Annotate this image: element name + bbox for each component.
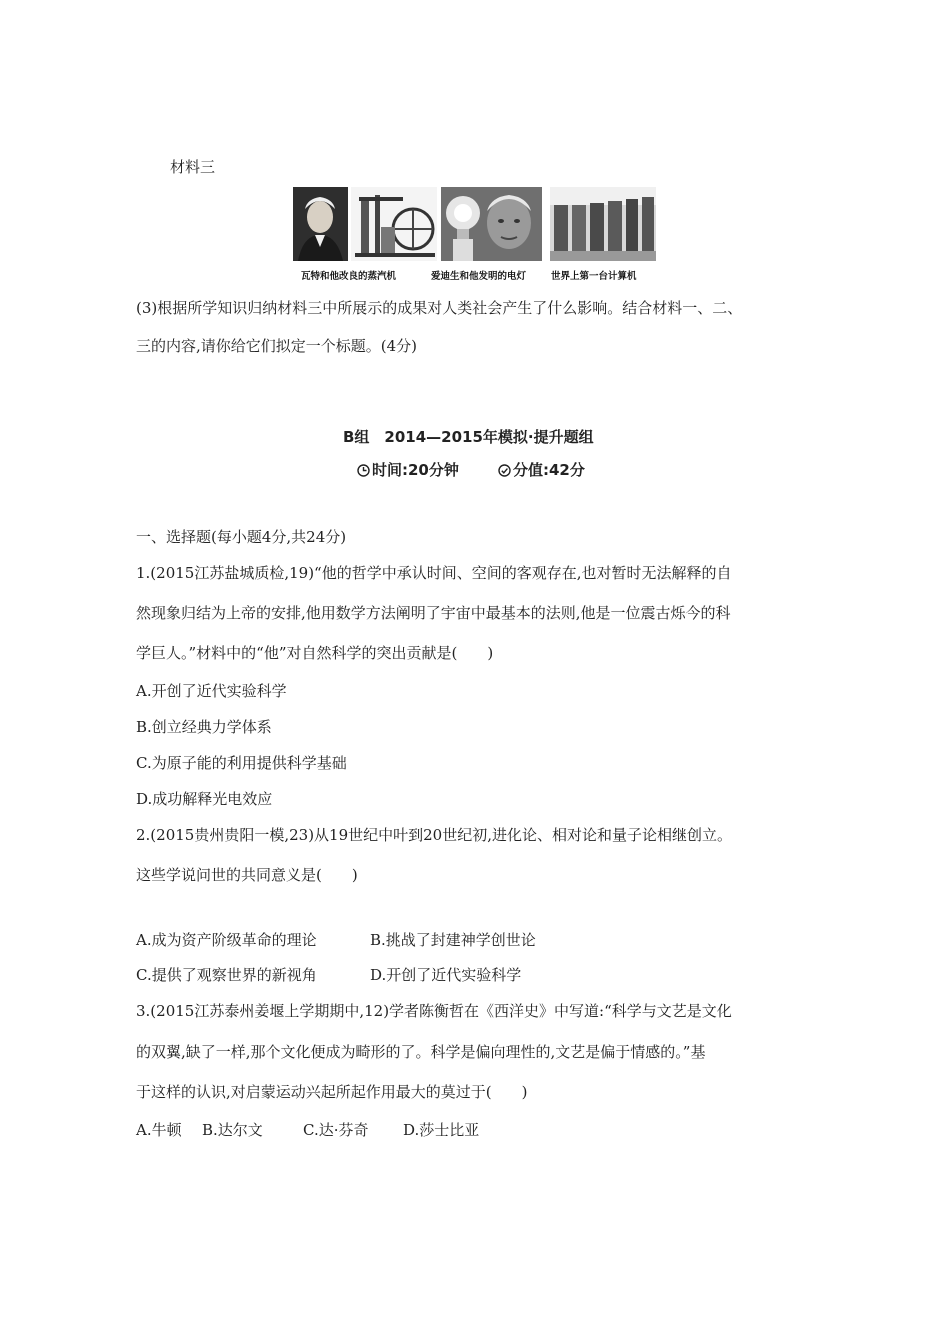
- score-total: [498, 459, 585, 481]
- section-title: B组 2014—2015年模拟·提升题组: [343, 428, 594, 446]
- time-limit-text: 时间:20分钟: [372, 461, 459, 479]
- edison-lamp-image: [441, 187, 542, 261]
- first-computer-image: [550, 187, 656, 261]
- q2-option-a: A.成为资产阶级革命的理论: [136, 931, 317, 949]
- q3-stem-line2: 的双翼,缺了一样,那个文化便成为畸形的了。科学是偏向理性的,文艺是偏于情感的。”基: [136, 1043, 706, 1061]
- caption-computer: 世界上第一台计算机: [551, 271, 637, 282]
- steam-engine-image: [351, 187, 437, 261]
- q3-option-b: B.达尔文: [202, 1121, 263, 1139]
- q2-line2: 这些学说问世的共同意义是( ): [136, 866, 358, 884]
- part1-heading: 一、选择题(每小题4分,共24分): [136, 528, 347, 546]
- q3-stem-line1: 3.(2015江苏泰州姜堰上学期期中,12)学者陈衡哲在《西洋史》中写道:“科学与文艺是文化: [136, 1002, 732, 1020]
- q2-option-c: C.提供了观察世界的新视角: [136, 966, 317, 984]
- q2-option-b: B.挑战了封建神学创世论: [370, 931, 536, 949]
- score-total-text: 分值:42分: [513, 461, 585, 479]
- check-circle-icon: [498, 463, 511, 481]
- q3-option-d: D.莎士比亚: [403, 1121, 480, 1139]
- caption-watt: 瓦特和他改良的蒸汽机: [301, 271, 397, 282]
- q1-option-a: A.开创了近代实验科学: [136, 682, 287, 700]
- q1-line3: 学巨人。”材料中的“他”对自然科学的突出贡献是( ): [136, 644, 494, 662]
- q1-line1: 1.(2015江苏盐城质检,19)“他的哲学中承认时间、空间的客观存在,也对暂时无法解释的自: [136, 564, 732, 582]
- q3-option-c: C.达·芬奇: [303, 1121, 369, 1139]
- clock-icon: [357, 463, 370, 481]
- q3-line2: 三的内容,请你给它们拟定一个标题。(4分): [136, 337, 418, 355]
- material3-label: 材料三: [170, 158, 216, 176]
- q2-option-d: D.开创了近代实验科学: [370, 966, 522, 984]
- q1-option-b: B.创立经典力学体系: [136, 718, 272, 736]
- caption-edison: 爱迪生和他发明的电灯: [431, 271, 527, 282]
- q3-stem-line3: 于这样的认识,对启蒙运动兴起所起作用最大的莫过于( ): [136, 1083, 528, 1101]
- q3-line1: (3)根据所学知识归纳材料三中所展示的成果对人类社会产生了什么影响。结合材料一、二、: [136, 299, 743, 317]
- watt-portrait-image: [293, 187, 348, 261]
- time-limit: [357, 459, 459, 481]
- q1-option-c: C.为原子能的利用提供科学基础: [136, 754, 347, 772]
- q1-line2: 然现象归结为上帝的安排,他用数学方法阐明了宇宙中最基本的法则,他是一位震古烁今的科: [136, 604, 731, 622]
- q2-line1: 2.(2015贵州贵阳一模,23)从19世纪中叶到20世纪初,进化论、相对论和量子论相继创立。: [136, 826, 732, 844]
- q3-option-a: A.牛顿: [136, 1121, 182, 1139]
- q1-option-d: D.成功解释光电效应: [136, 790, 273, 808]
